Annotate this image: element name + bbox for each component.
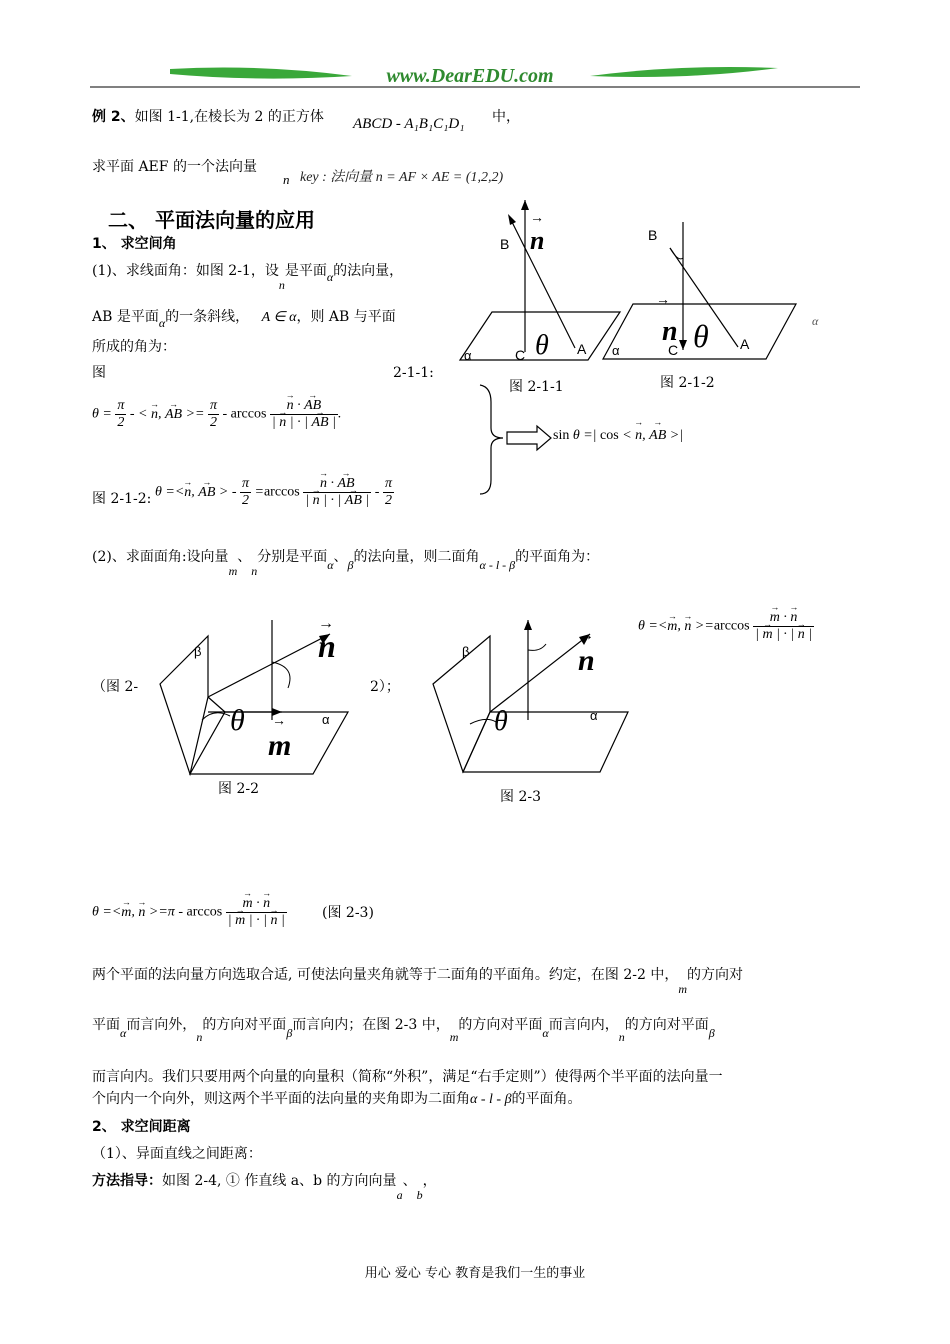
- point-b: B: [648, 227, 658, 243]
- dihedral: α - l - β: [470, 1092, 512, 1107]
- subsection-2: 2、 求空间距离: [92, 1119, 191, 1135]
- para-1: [92, 966, 744, 996]
- text: (2)、求面面角:设向量: [92, 549, 229, 565]
- example-text: 如图 1-1,在棱长为 2 的正方体: [134, 109, 324, 125]
- svg-text:→: →: [272, 714, 286, 729]
- text: 个向内一个向外，则这两个半平面的法向量的夹角即为二面角: [92, 1091, 470, 1107]
- formula-2-1-2: θ =<→ n, → AB > - $\frac{\pi}{2}$ =arccos → $\frac{n \cdot \to AB}{| \to n | \cdot | \to AB |}$ - $\frac{\pi}{2}$: [155, 476, 394, 509]
- figure-2-1-2: [598, 222, 798, 367]
- text: 的平面角。: [511, 1091, 582, 1107]
- fig22-prefix: （图 2-: [92, 679, 139, 695]
- n-symbol: n: [196, 1030, 203, 1044]
- footer: 用心 爱心 专心 教育是我们一生的事业: [364, 1266, 586, 1281]
- text: 两个平面的法向量方向选取合适, 可使法向量夹角就等于二面角的平面角。约定，在图 2-2 中，: [92, 967, 679, 983]
- theta-label: θ: [230, 704, 245, 737]
- alpha-symbol: α: [326, 270, 334, 284]
- para-2: [92, 1016, 715, 1044]
- n-label: n: [318, 628, 336, 664]
- example-suffix: 中，: [492, 109, 520, 125]
- beta-symbol: β: [347, 558, 354, 572]
- text: 的平面角为：: [515, 549, 600, 565]
- text: (1)、求线面角：如图 2-1，设: [92, 263, 279, 279]
- label-2-1-2: 图 2-1-2:: [92, 491, 152, 507]
- n-label: n: [662, 316, 678, 347]
- text: 如图 2-4, ① 作直线 a、b 的方向向量: [162, 1173, 397, 1189]
- point-a: A: [577, 341, 587, 357]
- n-symbol: n: [618, 1030, 625, 1044]
- brace-arrow: [455, 382, 555, 497]
- alpha-label: α: [612, 343, 620, 358]
- svg-text:→: →: [656, 293, 670, 308]
- fig22-suffix: 2）；: [370, 679, 400, 695]
- text: 的方向对平面: [202, 1017, 287, 1033]
- svg-text:→: →: [578, 627, 594, 644]
- text: ，则 AB 与平面: [296, 309, 396, 325]
- alpha-symbol: α: [327, 558, 334, 572]
- text: AB 是平面: [92, 309, 159, 325]
- subsection-1: 1、 求空间角: [92, 236, 177, 252]
- text: 而言向内；在图 2-3 中，: [292, 1017, 450, 1033]
- point-c: C: [668, 342, 679, 358]
- alpha-label: α: [322, 712, 330, 727]
- key-formula: key : 法向量 n = AF × AE = (1,2,2): [300, 170, 504, 185]
- n-label: n: [578, 644, 595, 677]
- alpha-symbol: α: [120, 1026, 127, 1040]
- site-logo: [90, 62, 860, 90]
- b-symbol: b: [416, 1188, 423, 1202]
- method-line: [92, 1172, 437, 1202]
- sin-result: sin θ =| cos < → n, → AB >|: [553, 428, 683, 444]
- m-label: m: [268, 729, 292, 762]
- text: 的法向量，: [333, 263, 404, 279]
- svg-text:→: →: [530, 211, 544, 226]
- fig-2-1-2-caption: 图 2-1-2: [660, 375, 715, 391]
- text: 、: [402, 1173, 417, 1189]
- point-c: C: [515, 347, 526, 363]
- text: 的一条斜线，: [165, 309, 250, 325]
- text: 平面: [92, 1017, 120, 1033]
- fig-2-2-caption: 图 2-2: [218, 781, 259, 797]
- example2-line1: [92, 108, 324, 126]
- n-symbol: n: [278, 278, 285, 292]
- fig-2-3-caption: 图 2-3: [500, 789, 541, 805]
- point-b: B: [500, 236, 510, 252]
- para-line-4b: 2-1-1:: [393, 365, 434, 381]
- method-label: 方法指导：: [92, 1173, 162, 1189]
- m-symbol: m: [678, 982, 688, 996]
- cube-name: ABCD - A₁B₁C₁D₁: [353, 116, 465, 132]
- para-4: [92, 1090, 582, 1109]
- example2-line2: 求平面 AEF 的一个法向量: [92, 159, 257, 175]
- para-3: 而言向内。我们只要用两个向量的向量积（简称“外积”，满足“右手定则”）使得两个半平面的法向量一: [92, 1069, 723, 1085]
- a-in-alpha: A ∈ α: [261, 310, 297, 325]
- text: 的法向量，则二面角: [353, 549, 480, 565]
- text: 的方向对平面: [624, 1017, 709, 1033]
- alpha-side: α: [812, 314, 819, 328]
- beta-label: β: [194, 644, 202, 659]
- para-line-4a: 图: [92, 365, 106, 381]
- text: 而言向内，: [548, 1017, 619, 1033]
- header: [90, 62, 860, 90]
- alpha-label: α: [590, 708, 598, 723]
- theta-label: θ: [494, 706, 508, 737]
- para-line-2: [92, 308, 396, 330]
- example-label: 例 2、: [92, 109, 135, 125]
- figure-2-2: [150, 612, 360, 782]
- n-symbol: n: [251, 564, 258, 578]
- text: ，: [422, 1173, 437, 1189]
- para-line-3: 所成的角为：: [92, 339, 176, 355]
- alpha-symbol: α: [542, 1026, 549, 1040]
- text: 分别是平面: [257, 549, 328, 565]
- theta-label: θ: [535, 330, 549, 361]
- site-logo-text: www.DearEDU.com: [386, 65, 554, 87]
- theta-label: θ: [693, 318, 709, 354]
- alpha-label: α: [464, 348, 472, 363]
- text: 的方向对平面: [458, 1017, 543, 1033]
- n-symbol: n: [283, 172, 290, 187]
- fig-2-1-1-caption: 图 2-1-1: [509, 379, 564, 395]
- formula-2-3-ref: (图 2-3): [322, 905, 374, 921]
- beta-label: β: [462, 644, 470, 659]
- section-title: 二、 平面法向量的应用: [108, 208, 315, 232]
- n-label: n: [530, 226, 545, 255]
- beta-symbol: β: [708, 1026, 715, 1040]
- formula-2-3: θ =<→ m, → n >=π - arccos → $\frac{m \cdot \to n}{| \to m | \cdot | \to n |}$: [92, 896, 287, 929]
- formula-2-2: θ =<→ m, → n >=arccos → $\frac{m \cdot \to n}{| \to m | \cdot | \to n |}$: [638, 610, 814, 643]
- m-symbol: m: [228, 564, 238, 578]
- subsection-2-1: （1）、异面直线之间距离：: [92, 1146, 262, 1162]
- text: 、: [237, 549, 252, 565]
- para-line-1: [92, 262, 404, 292]
- para-face-angle: [92, 548, 600, 578]
- m-symbol: m: [449, 1030, 459, 1044]
- figure-2-3: [428, 612, 638, 782]
- formula-2-1-1: θ = $\frac{\pi}{2}$ - < → n, → AB >= $\frac{\pi}{2}$ - arccos → $\frac{n \cdot \to AB}{| \to n | \cdot | \to AB |}$ .: [92, 398, 341, 431]
- text: 的方向对: [687, 967, 744, 983]
- beta-symbol: β: [286, 1026, 293, 1040]
- point-a: A: [740, 336, 750, 352]
- svg-text:→: →: [318, 615, 334, 632]
- alpha-symbol: α: [158, 316, 166, 330]
- a-symbol: a: [396, 1188, 403, 1202]
- text: 而言向外，: [126, 1017, 197, 1033]
- text: 、: [333, 549, 348, 565]
- dihedral: α - l - β: [479, 558, 516, 572]
- text: 是平面: [284, 263, 327, 279]
